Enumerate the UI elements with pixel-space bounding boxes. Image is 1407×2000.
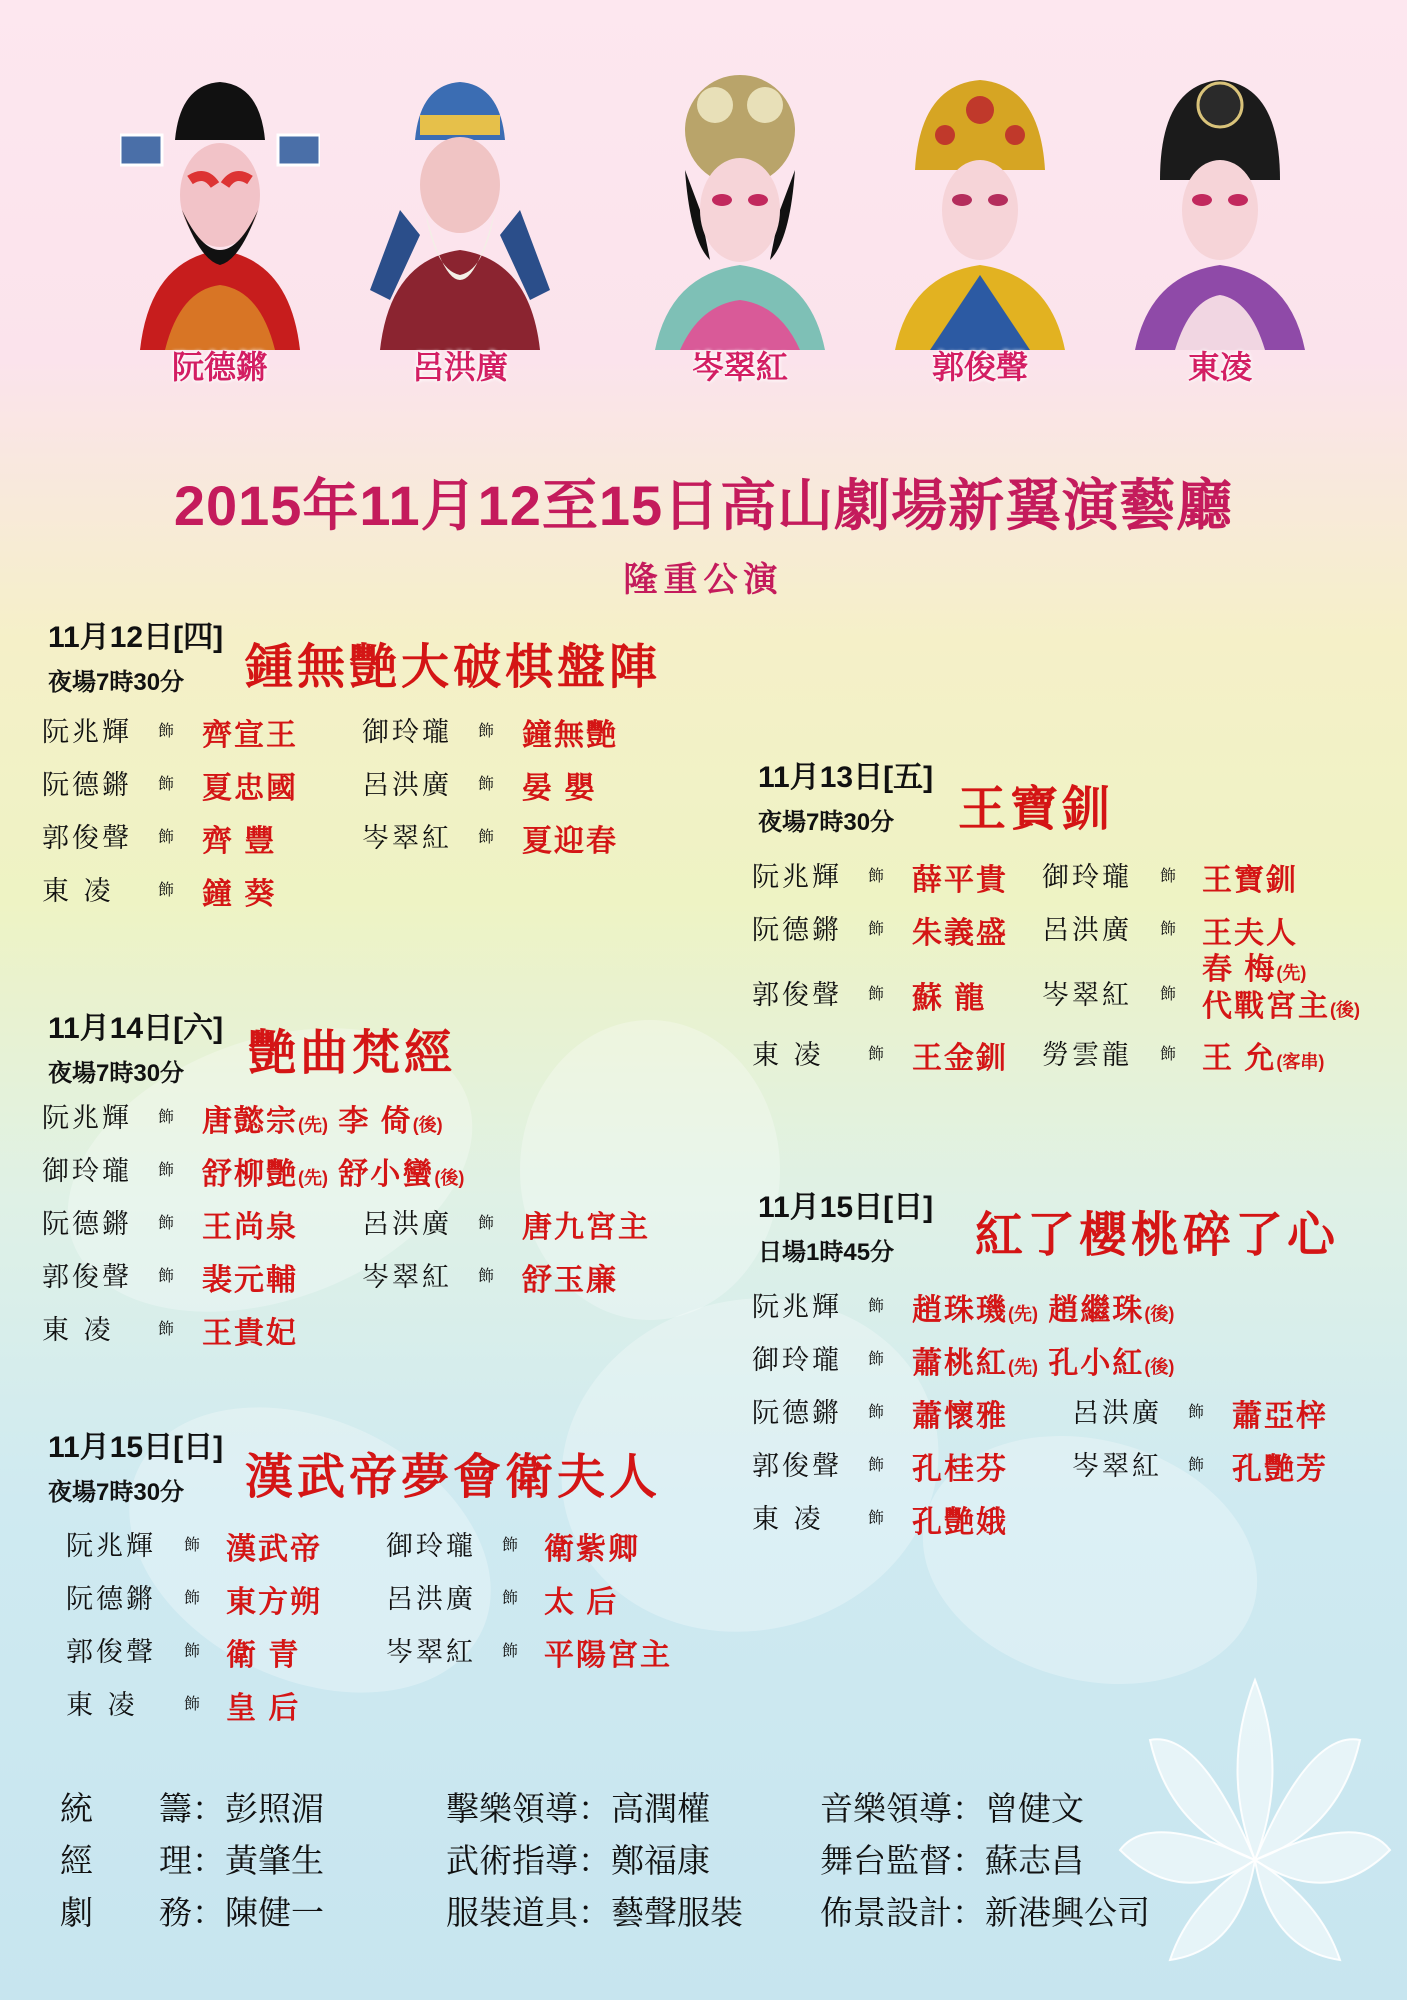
role-marker: 飾 [158, 880, 175, 899]
role-marker: 飾 [1160, 919, 1177, 938]
actor-name: 阮兆輝 [752, 1292, 842, 1323]
role-name: 齊 豐 [202, 825, 277, 858]
role-note: (先) [1276, 963, 1307, 983]
role-name: 朱義盛 [912, 917, 1008, 950]
role-marker: 飾 [158, 1266, 175, 1285]
role-marker: 飾 [868, 1402, 885, 1421]
cast-row [42, 710, 682, 763]
show-time: 夜場7時30分 [48, 669, 185, 696]
show-date: 11月14日[六] [48, 1012, 224, 1045]
role-name: 孔艷芳 [1232, 1453, 1328, 1486]
actor-name: 阮兆輝 [42, 1103, 132, 1134]
show-date: 11月15日[日] [758, 1191, 934, 1224]
actor-name: 御玲瓏 [752, 1345, 842, 1376]
production-credits [60, 1783, 1310, 1939]
actor-name: 郭俊聲 [752, 980, 842, 1011]
role-name: 孔桂芬 [912, 1453, 1008, 1486]
credit-item: 統 籌：彭照湄 [60, 1789, 324, 1828]
show-title: 漢武帝夢會衛夫人 [245, 1449, 662, 1505]
cast-row [42, 1149, 682, 1202]
show-time: 夜場7時30分 [48, 1060, 185, 1087]
cast-row [66, 1524, 706, 1577]
actor-name: 御玲瓏 [42, 1156, 132, 1187]
show-header [48, 1003, 223, 1088]
role-marker: 飾 [1160, 866, 1177, 885]
actor-name: 郭俊聲 [66, 1637, 156, 1668]
role-marker: 飾 [184, 1641, 201, 1660]
actor-name: 郭俊聲 [752, 1451, 842, 1482]
cast-row [66, 1577, 706, 1630]
role-marker: 飾 [868, 919, 885, 938]
show-date: 11月15日[日] [48, 1431, 224, 1464]
show-title: 鍾無艷大破棋盤陣 [245, 639, 662, 695]
role-note: (後) [1330, 1000, 1360, 1020]
role-marker: 飾 [184, 1588, 201, 1607]
actor-name: 御玲瓏 [386, 1531, 476, 1562]
role-name: 漢武帝 [226, 1533, 322, 1566]
show-title: 艷曲梵經 [248, 1025, 457, 1081]
role-name [202, 1149, 464, 1193]
show-date: 11月13日[五] [758, 761, 934, 794]
actor-name: 阮兆輝 [42, 717, 132, 748]
role-name: 蕭亞梓 [1232, 1400, 1328, 1433]
role-name: 晏 嬰 [522, 772, 597, 805]
show-title: 紅了櫻桃碎了心 [975, 1207, 1340, 1263]
role-first: 蕭桃紅 [912, 1347, 1008, 1380]
show-time: 夜場7時30分 [48, 1479, 185, 1506]
cast-row [752, 855, 1372, 908]
cast-row [752, 953, 1372, 1033]
role-name: 唐九宮主 [522, 1211, 650, 1244]
role-marker: 飾 [158, 1107, 175, 1126]
actor-name: 岑翠紅 [386, 1637, 476, 1668]
role-note: (先) [1008, 1304, 1038, 1324]
role-name [912, 1338, 1174, 1382]
credit-row [60, 1887, 1310, 1939]
cast-row [42, 763, 682, 816]
role-marker: 飾 [478, 827, 495, 846]
performer-card [640, 50, 840, 390]
role-marker: 飾 [868, 984, 885, 1003]
credit-item: 佈景設計：新港興公司 [820, 1893, 1150, 1932]
credit-item: 舞台監督：蘇志昌 [820, 1841, 1084, 1880]
role-first: 王 允 [1202, 1042, 1277, 1075]
role-name [912, 1285, 1174, 1329]
actor-name: 郭俊聲 [42, 1262, 132, 1293]
performer-portrait-icon [880, 60, 1080, 350]
role-marker: 飾 [158, 774, 175, 793]
role-marker: 飾 [1160, 984, 1177, 1003]
role-note: (先) [298, 1115, 328, 1135]
role-name: 裴元輔 [202, 1264, 298, 1297]
actor-name: 東 凌 [752, 1040, 824, 1071]
role-note: (後) [1144, 1357, 1175, 1377]
actor-name: 東 凌 [42, 1315, 114, 1346]
cast-list [42, 710, 682, 922]
role-name [1202, 953, 1360, 1027]
role-name: 王寶釧 [1202, 864, 1298, 897]
performer-portrait-icon [360, 60, 560, 350]
role-name: 孔艷娥 [912, 1506, 1008, 1539]
cast-row [752, 1285, 1372, 1338]
cast-row [42, 1096, 682, 1149]
role-marker: 飾 [868, 1044, 885, 1063]
role-marker: 飾 [1160, 1044, 1177, 1063]
actor-name: 東 凌 [752, 1504, 824, 1535]
role-name: 東方朔 [226, 1586, 322, 1619]
show-header [48, 612, 223, 697]
credit-item: 劇 務：陳健一 [60, 1893, 324, 1932]
role-second: 李 倚 [338, 1105, 413, 1138]
performer-portrait-icon [120, 60, 320, 350]
actor-name: 岑翠紅 [362, 1262, 452, 1293]
role-marker: 飾 [868, 1508, 885, 1527]
cast-row [66, 1630, 706, 1683]
show-date: 11月12日[四] [48, 621, 224, 654]
role-name: 鐘 葵 [202, 878, 277, 911]
performer-portrait-icon [1120, 60, 1320, 350]
show-time: 日場1時45分 [758, 1239, 895, 1266]
role-marker: 飾 [158, 1319, 175, 1338]
role-marker: 飾 [868, 866, 885, 885]
role-note: (先) [298, 1168, 328, 1188]
performer-portraits [120, 50, 1350, 390]
actor-name: 郭俊聲 [42, 823, 132, 854]
cast-row [42, 1308, 682, 1361]
role-second: 趙繼珠 [1048, 1294, 1145, 1327]
actor-name: 呂洪廣 [1042, 915, 1132, 946]
role-first: 唐懿宗 [202, 1105, 298, 1138]
role-marker: 飾 [158, 1160, 175, 1179]
cast-row [752, 1444, 1372, 1497]
role-note: (後) [412, 1115, 443, 1135]
show-header [48, 1422, 223, 1507]
role-name: 太 后 [544, 1586, 619, 1619]
role-name: 皇 后 [226, 1692, 301, 1725]
role-marker: 飾 [478, 774, 495, 793]
actor-name: 御玲瓏 [1042, 862, 1132, 893]
role-marker: 飾 [478, 1266, 495, 1285]
cast-row [752, 1033, 1372, 1086]
credit-item: 經 理：黃肇生 [60, 1841, 324, 1880]
role-name: 王金釧 [912, 1042, 1008, 1075]
actor-name: 呂洪廣 [1072, 1398, 1162, 1429]
actor-name: 御玲瓏 [362, 717, 452, 748]
credit-row [60, 1835, 1310, 1887]
show-header [758, 752, 933, 837]
cast-row [752, 1497, 1372, 1550]
actor-name: 呂洪廣 [386, 1584, 476, 1615]
role-marker: 飾 [1188, 1455, 1205, 1474]
role-note: (客串) [1276, 1052, 1325, 1072]
actor-name: 東 凌 [42, 876, 114, 907]
actor-name: 東 凌 [66, 1690, 138, 1721]
actor-name: 阮德鏘 [42, 1209, 132, 1240]
cast-list [752, 1285, 1372, 1550]
credit-item: 音樂領導：曾健文 [820, 1789, 1084, 1828]
cast-row [752, 1338, 1372, 1391]
actor-name: 呂洪廣 [362, 770, 452, 801]
actor-name: 阮德鏘 [66, 1584, 156, 1615]
show-header [758, 1182, 933, 1267]
role-note: (先) [1008, 1357, 1038, 1377]
actor-name: 阮德鏘 [752, 1398, 842, 1429]
performer-name: 東凌 [1187, 349, 1252, 385]
cast-row [752, 1391, 1372, 1444]
role-name: 衛 青 [226, 1639, 301, 1672]
role-marker: 飾 [868, 1296, 885, 1315]
role-name: 衛紫卿 [544, 1533, 640, 1566]
role-name: 平陽宮主 [544, 1639, 672, 1672]
cast-row [42, 869, 682, 922]
performer-name: 呂洪廣 [411, 349, 508, 385]
event-subheadline: 隆重公演 [623, 561, 784, 599]
cast-list [42, 1096, 682, 1361]
role-marker: 飾 [502, 1641, 519, 1660]
actor-name: 岑翠紅 [1042, 980, 1132, 1011]
show-time: 夜場7時30分 [758, 809, 895, 836]
role-marker: 飾 [184, 1694, 201, 1713]
event-headline: 2015年11月12至15日高山劇場新翼演藝廳 [173, 474, 1234, 537]
role-note: (後) [1144, 1304, 1175, 1324]
role-name: 薛平貴 [912, 864, 1008, 897]
role-name: 夏忠國 [202, 772, 298, 805]
role-first: 春 梅 [1202, 953, 1277, 986]
role-name [1202, 1033, 1324, 1077]
cast-row [66, 1683, 706, 1736]
role-marker: 飾 [184, 1535, 201, 1554]
credit-row [60, 1783, 1310, 1835]
role-name: 王貴妃 [202, 1317, 298, 1350]
performer-name: 郭俊聲 [931, 349, 1028, 385]
role-marker: 飾 [478, 1213, 495, 1232]
cast-list [752, 855, 1372, 1086]
role-marker: 飾 [158, 827, 175, 846]
actor-name: 阮德鏘 [752, 915, 842, 946]
cast-row [42, 1202, 682, 1255]
role-name: 鐘無艷 [522, 719, 618, 752]
role-marker: 飾 [502, 1588, 519, 1607]
role-second: 孔小紅 [1048, 1347, 1145, 1380]
role-name: 蘇 龍 [912, 982, 987, 1015]
performer-name: 岑翠紅 [691, 349, 788, 385]
role-marker: 飾 [868, 1349, 885, 1368]
role-marker: 飾 [502, 1535, 519, 1554]
role-first: 趙珠璣 [912, 1294, 1008, 1327]
role-marker: 飾 [1188, 1402, 1205, 1421]
cast-row [42, 816, 682, 869]
role-marker: 飾 [158, 1213, 175, 1232]
role-marker: 飾 [158, 721, 175, 740]
cast-row [42, 1255, 682, 1308]
actor-name: 勞雲龍 [1042, 1040, 1132, 1071]
performer-card [120, 50, 320, 390]
role-name: 蕭懷雅 [912, 1400, 1008, 1433]
credit-item: 武術指導：鄭福康 [446, 1841, 710, 1880]
role-first: 舒柳艷 [202, 1158, 298, 1191]
actor-name: 阮兆輝 [752, 862, 842, 893]
role-marker: 飾 [868, 1455, 885, 1474]
role-name [202, 1096, 443, 1140]
performer-card [880, 50, 1080, 390]
performer-card [1120, 50, 1320, 390]
actor-name: 阮德鏘 [42, 770, 132, 801]
role-name: 王尚泉 [202, 1211, 298, 1244]
role-marker: 飾 [478, 721, 495, 740]
role-second: 代戰宮主 [1202, 990, 1330, 1023]
actor-name: 岑翠紅 [362, 823, 452, 854]
role-second: 舒小蠻 [338, 1158, 435, 1191]
role-name: 齊宣王 [202, 719, 298, 752]
actor-name: 阮兆輝 [66, 1531, 156, 1562]
credit-item: 服裝道具：藝聲服裝 [446, 1893, 743, 1932]
role-name: 夏迎春 [522, 825, 618, 858]
role-name: 王夫人 [1202, 917, 1298, 950]
performer-portrait-icon [640, 60, 840, 350]
show-title: 王寶釧 [958, 781, 1115, 837]
cast-list [66, 1524, 706, 1736]
role-name: 舒玉廉 [522, 1264, 618, 1297]
performer-card [360, 50, 560, 390]
actor-name: 岑翠紅 [1072, 1451, 1162, 1482]
credit-item: 擊樂領導：高潤權 [446, 1789, 710, 1828]
role-note: (後) [434, 1168, 465, 1188]
performer-name: 阮德鏘 [171, 349, 268, 385]
actor-name: 呂洪廣 [362, 1209, 452, 1240]
